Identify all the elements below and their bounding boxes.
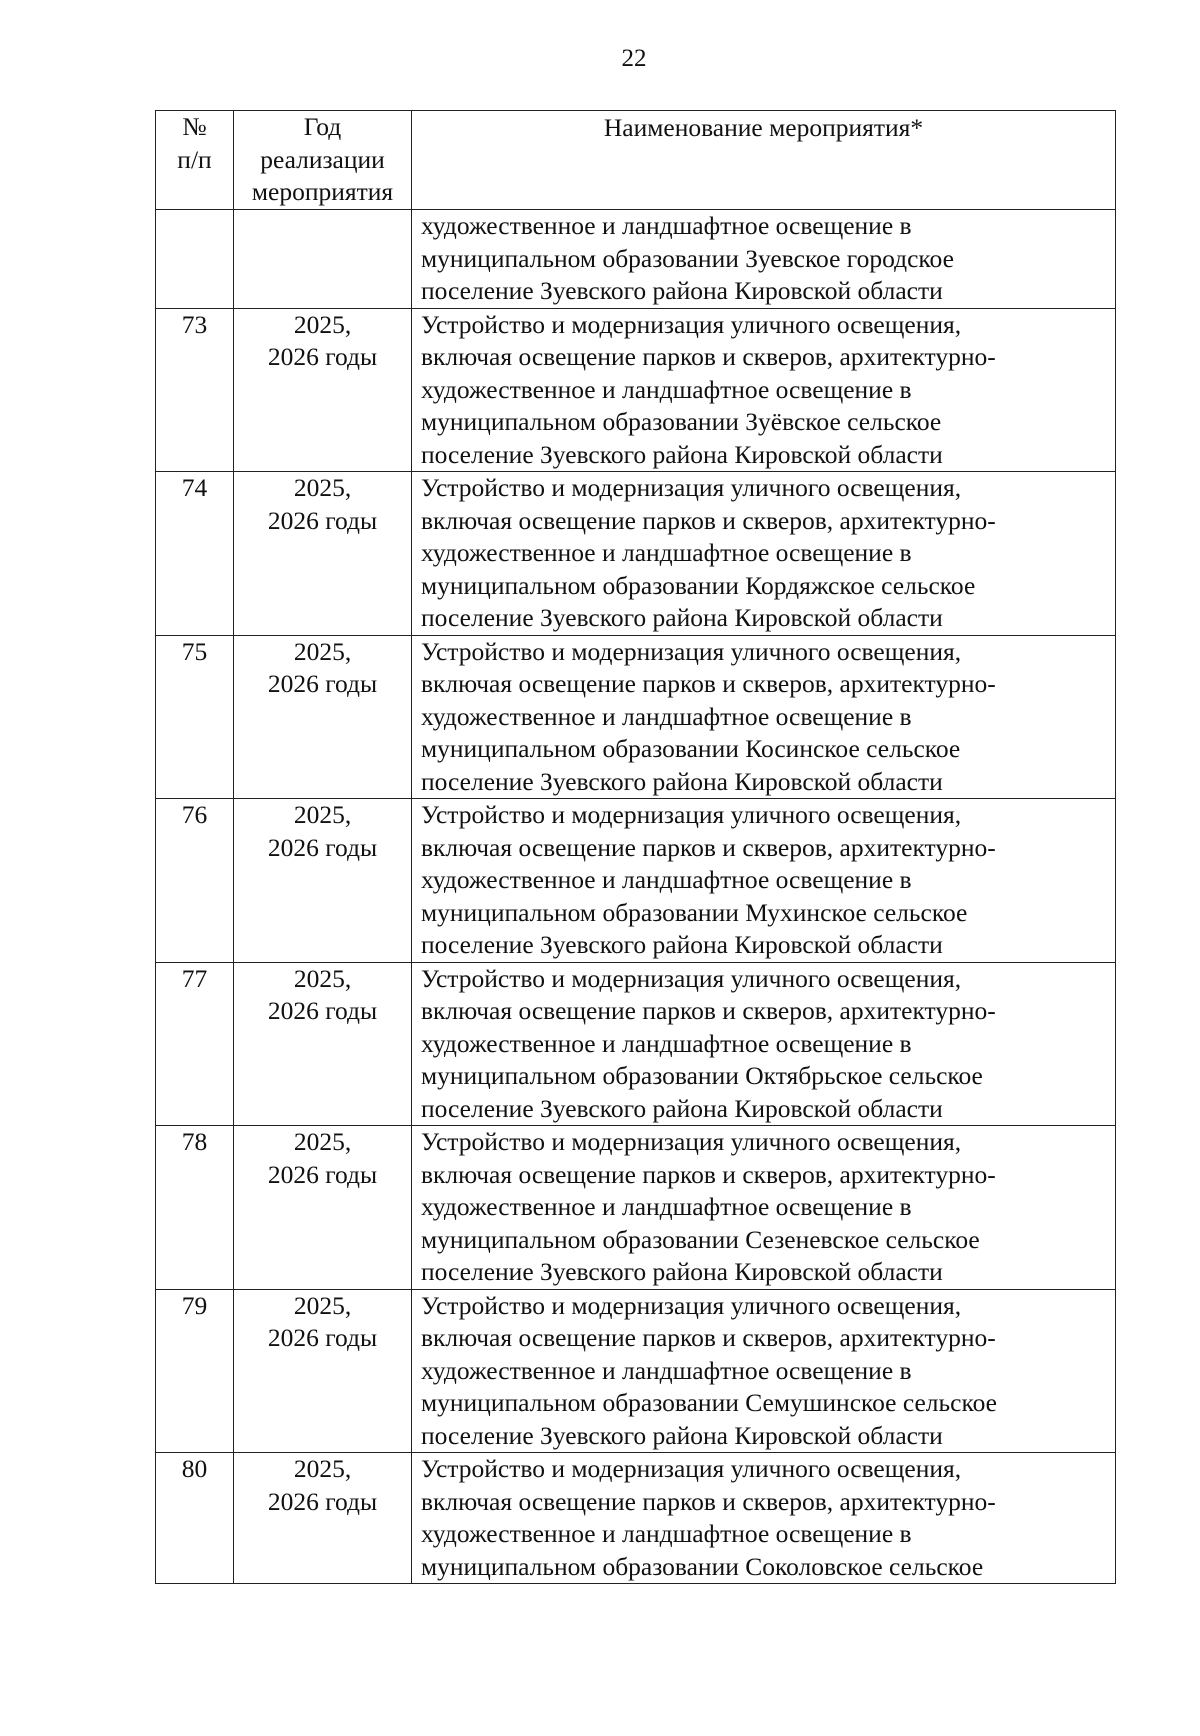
cell-year xyxy=(234,472,412,636)
year-line: 2025, xyxy=(293,963,352,993)
name-line: Устройство и модернизация уличного освещения, xyxy=(421,473,962,502)
cell-num: 78 xyxy=(156,1126,234,1290)
cell-year xyxy=(234,1289,412,1453)
header-row xyxy=(156,111,1116,210)
name-line: поселение Зуевского района Кировской области xyxy=(421,603,943,632)
name-line: поселение Зуевского района Кировской области xyxy=(421,439,943,469)
name-line: включая освещение парков и скверов, архитектурно- xyxy=(421,1159,996,1189)
year-line: 2025, xyxy=(293,800,352,829)
table-body xyxy=(156,210,1116,1584)
name-line: включая освещение парков и скверов, архитектурно- xyxy=(421,832,996,862)
table-row xyxy=(156,635,1116,799)
cell-year xyxy=(234,210,412,309)
cell-year xyxy=(234,962,412,1126)
cell-num: 74 xyxy=(156,472,234,636)
cell-num: 77 xyxy=(156,962,234,1126)
name-line: включая освещение парков и скверов, архитектурно- xyxy=(421,996,996,1025)
cell-name xyxy=(412,1453,1116,1584)
table-row xyxy=(156,308,1116,472)
year-line: 2026 годы xyxy=(267,1159,378,1189)
header-year-line: мероприятия xyxy=(251,177,394,206)
header-name xyxy=(412,111,1116,210)
cell-name xyxy=(412,1289,1116,1453)
name-line: Устройство и модернизация уличного освещения, xyxy=(421,1290,962,1320)
year-line: 2025, xyxy=(293,1290,352,1320)
cell-year xyxy=(234,1126,412,1290)
name-line: Устройство и модернизация уличного освещения, xyxy=(421,800,962,829)
page-number: 22 xyxy=(621,45,647,72)
name-line: муниципальном образовании Зуевское городское xyxy=(421,243,954,273)
header-num xyxy=(156,111,234,210)
table-row xyxy=(156,1453,1116,1584)
name-line: художественное и ландшафтное освещение в xyxy=(421,1355,912,1385)
name-line: муниципальном образовании Косинское сельское xyxy=(421,734,961,763)
name-line: художественное и ландшафтное освещение в xyxy=(421,1028,912,1058)
name-line: Устройство и модернизация уличного освещения, xyxy=(421,636,962,666)
name-line: Устройство и модернизация уличного освещения, xyxy=(421,1127,962,1156)
cell-name xyxy=(412,1126,1116,1290)
year-line: 2026 годы xyxy=(267,669,378,698)
header-year-line: реализации xyxy=(260,144,385,174)
name-line: поселение Зуевского района Кировской области xyxy=(421,276,943,305)
name-line: поселение Зуевского района Кировской области xyxy=(421,1093,943,1123)
name-line: муниципальном образовании Соколовское сельское xyxy=(421,1551,984,1581)
cell-name xyxy=(412,799,1116,963)
name-line: муниципальном образовании Кордяжское сельское xyxy=(421,570,976,600)
cell-name xyxy=(412,308,1116,472)
year-line: 2025, xyxy=(293,636,352,666)
name-line: художественное и ландшафтное освещение в xyxy=(421,1519,912,1548)
name-line: муниципальном образовании Октябрьское сельское xyxy=(421,1061,983,1090)
header-year-line: Год xyxy=(303,112,342,141)
cell-num: 73 xyxy=(156,308,234,472)
name-line: Устройство и модернизация уличного освещения, xyxy=(421,309,962,339)
cell-num: 80 xyxy=(156,1453,234,1584)
cell-num: 75 xyxy=(156,635,234,799)
name-line: муниципальном образовании Семушинское сельское xyxy=(421,1388,997,1417)
name-line: художественное и ландшафтное освещение в xyxy=(421,701,912,731)
name-line: художественное и ландшафтное освещение в xyxy=(421,211,912,240)
year-line: 2026 годы xyxy=(267,1323,378,1352)
name-line: включая освещение парков и скверов, архитектурно- xyxy=(421,505,996,535)
name-line: Устройство и модернизация уличного освещения, xyxy=(421,963,962,993)
name-line: художественное и ландшафтное освещение в xyxy=(421,538,912,567)
name-line: включая освещение парков и скверов, архитектурно- xyxy=(421,1323,996,1352)
cell-year xyxy=(234,1453,412,1584)
cell-name xyxy=(412,210,1116,309)
cell-year xyxy=(234,635,412,799)
cell-year xyxy=(234,308,412,472)
name-line: Устройство и модернизация уличного освещения, xyxy=(421,1454,962,1483)
cell-num xyxy=(156,210,234,309)
cell-num: 79 xyxy=(156,1289,234,1453)
year-line: 2026 годы xyxy=(267,1486,378,1516)
name-line: художественное и ландшафтное освещение в xyxy=(421,865,912,894)
year-line: 2026 годы xyxy=(267,505,378,535)
name-line: поселение Зуевского района Кировской области xyxy=(421,1420,943,1450)
table-row xyxy=(156,1126,1116,1290)
header-year xyxy=(234,111,412,210)
table-header xyxy=(156,111,1116,210)
year-line: 2025, xyxy=(293,473,352,502)
cell-num: 76 xyxy=(156,799,234,963)
table-row xyxy=(156,799,1116,963)
name-line: поселение Зуевского района Кировской области xyxy=(421,930,943,959)
cell-name xyxy=(412,962,1116,1126)
name-line: включая освещение парков и скверов, архитектурно- xyxy=(421,342,996,371)
table-row xyxy=(156,472,1116,636)
cell-name xyxy=(412,472,1116,636)
name-line: поселение Зуевского района Кировской области xyxy=(421,1257,943,1286)
measures-table xyxy=(155,110,1116,1584)
name-line: муниципальном образовании Сезеневское сельское xyxy=(421,1224,980,1254)
name-line: включая освещение парков и скверов, архитектурно- xyxy=(421,1486,996,1516)
name-line: художественное и ландшафтное освещение в xyxy=(421,374,912,404)
year-line: 2025, xyxy=(293,1454,352,1483)
name-line: муниципальном образовании Зуёвское сельское xyxy=(421,407,942,436)
year-line: 2026 годы xyxy=(267,342,378,371)
name-line: поселение Зуевского района Кировской области xyxy=(421,766,943,796)
cell-year xyxy=(234,799,412,963)
year-line: 2026 годы xyxy=(267,996,378,1025)
header-num-line: № xyxy=(182,112,207,141)
cell-name xyxy=(412,635,1116,799)
year-line: 2025, xyxy=(293,1127,352,1156)
table-row xyxy=(156,1289,1116,1453)
name-line: муниципальном образовании Мухинское сельское xyxy=(421,897,968,927)
header-num-line: п/п xyxy=(177,144,212,174)
table-row-continuation xyxy=(156,210,1116,309)
header-name-label: Наименование мероприятия* xyxy=(603,113,924,142)
year-line: 2026 годы xyxy=(267,832,378,862)
name-line: включая освещение парков и скверов, архитектурно- xyxy=(421,669,996,698)
name-line: художественное и ландшафтное освещение в xyxy=(421,1192,912,1221)
year-line: 2025, xyxy=(293,309,352,339)
table-row xyxy=(156,962,1116,1126)
